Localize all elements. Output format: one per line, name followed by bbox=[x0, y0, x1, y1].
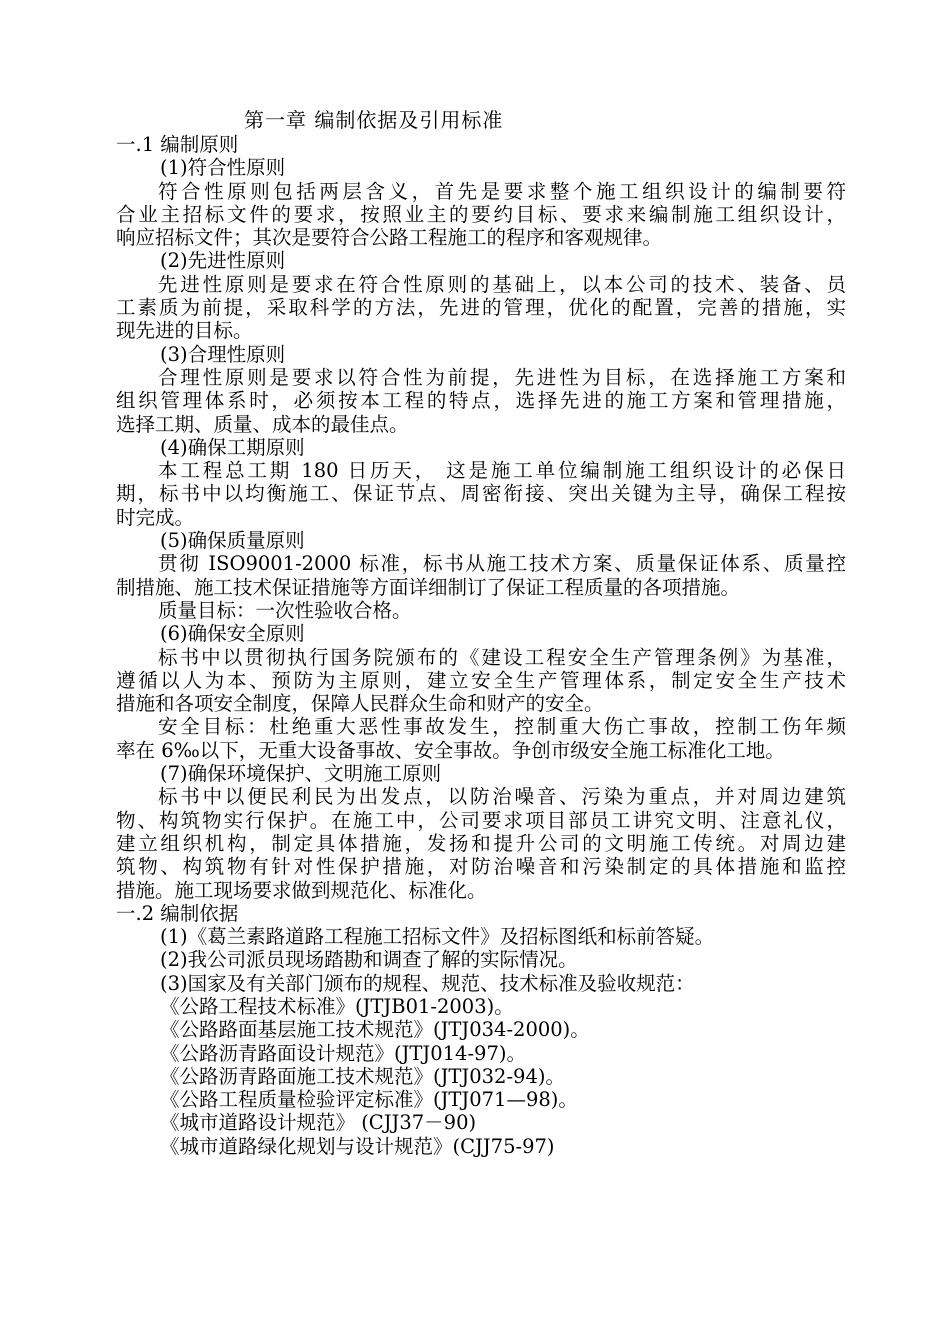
subsection-heading: (1)《葛兰素路道路工程施工招标文件》及招标图纸和标前答疑。 bbox=[160, 925, 715, 949]
paragraph-line: 贯彻 ISO9001-2000 标准，标书从施工技术方案、质量保证体系、质量控 bbox=[158, 552, 846, 576]
paragraph-line: 标书中以便民利民为出发点，以防治噪音、污染为重点，并对周边建筑 bbox=[158, 785, 846, 809]
paragraph-line: 时完成。 bbox=[116, 505, 195, 529]
reference-item: 《公路工程质量检验评定标准》(JTJ071—98)。 bbox=[160, 1088, 578, 1112]
subsection-heading: (6)确保安全原则 bbox=[160, 622, 305, 646]
paragraph-line: 率在 6‰以下，无重大设备事故、安全事故。争创市级安全施工标准化工地。 bbox=[116, 738, 785, 762]
paragraph-line: 措施和各项安全制度，保障人民群众生命和财产的安全。 bbox=[116, 692, 604, 716]
paragraph-line: 组织管理体系时，必须按本工程的特点，选择先进的施工方案和管理措施， bbox=[116, 389, 846, 413]
paragraph-line: 制措施、施工技术保证措施等方面详细制订了保证工程质量的各项措施。 bbox=[116, 575, 741, 599]
paragraph-line: 本工程总工期 180 日历天， 这是施工单位编制施工组织设计的必保日 bbox=[158, 459, 846, 483]
subsection-heading: (7)确保环境保护、文明施工原则 bbox=[160, 762, 442, 786]
paragraph-line: 符合性原则包括两层含义，首先是要求整个施工组织设计的编制要符 bbox=[158, 179, 846, 203]
subsection-heading: (2)先进性原则 bbox=[160, 249, 286, 273]
paragraph-line: 质量目标：一次性验收合格。 bbox=[158, 598, 412, 622]
paragraph-line: 合业主招标文件的要求，按照业主的要约目标、要求来编制施工组织设计， bbox=[116, 202, 846, 226]
paragraph-line: 遵循以人为本、预防为主原则，建立安全生产管理体系，制定安全生产技术 bbox=[116, 668, 846, 692]
section-heading: 一.2 编制依据 bbox=[116, 901, 239, 925]
reference-item: 《公路沥青路面设计规范》(JTJ014-97)。 bbox=[160, 1041, 526, 1065]
subsection-heading: (4)确保工期原则 bbox=[160, 435, 305, 459]
paragraph-line: 响应招标文件；其次是要符合公路工程施工的程序和客观规律。 bbox=[116, 226, 663, 250]
chapter-title: 第一章 编制依据及引用标准 bbox=[244, 108, 504, 132]
paragraph-line: 物、构筑物实行保护。在施工中，公司要求项目部员工讲究文明、注意礼仪， bbox=[116, 808, 846, 832]
subsection-heading: (5)确保质量原则 bbox=[160, 529, 305, 553]
reference-item: 《公路沥青路面施工技术规范》(JTJ032-94)。 bbox=[160, 1064, 565, 1088]
reference-item: 《公路工程技术标准》(JTJB01-2003)。 bbox=[160, 994, 514, 1018]
paragraph-line: 现先进的目标。 bbox=[116, 319, 253, 343]
reference-item: 《城市道路绿化规划与设计规范》(CJJ75-97) bbox=[160, 1134, 555, 1158]
paragraph-line: 安全目标：杜绝重大恶性事故发生，控制重大伤亡事故，控制工伤年频 bbox=[158, 715, 846, 739]
section-heading: 一.1 编制原则 bbox=[116, 133, 239, 156]
document-body bbox=[116, 133, 846, 1158]
subsection-heading: (1)符合性原则 bbox=[160, 156, 286, 180]
paragraph-line: 期，标书中以均衡施工、保证节点、周密衔接、突出关键为主导，确保工程按 bbox=[116, 482, 846, 506]
paragraph-line: 标书中以贯彻执行国务院颁布的《建设工程安全生产管理条例》为基准， bbox=[158, 645, 846, 669]
paragraph-line: 工素质为前提，采取科学的方法，先进的管理，优化的配置，完善的措施，实 bbox=[116, 296, 846, 320]
paragraph-line: 措施。施工现场要求做到规范化、标准化。 bbox=[116, 878, 487, 902]
paragraph-line: 筑物、构筑物有针对性保护措施，对防治噪音和污染制定的具体措施和监控 bbox=[116, 855, 846, 879]
subsection-heading: (2)我公司派员现场踏勘和调查了解的实际情况。 bbox=[160, 948, 578, 972]
subsection-heading: (3)合理性原则 bbox=[160, 342, 286, 366]
paragraph-line: 先进性原则是要求在符合性原则的基础上，以本公司的技术、装备、员 bbox=[158, 272, 846, 296]
paragraph-line: 合理性原则是要求以符合性为前提，先进性为目标，在选择施工方案和 bbox=[158, 365, 846, 389]
paragraph-line: 建立组织机构，制定具体措施，发扬和提升公司的文明施工传统。对周边建 bbox=[116, 831, 846, 855]
reference-item: 《城市道路设计规范》 (CJJ37－90) bbox=[160, 1111, 477, 1135]
paragraph-line: 选择工期、质量、成本的最佳点。 bbox=[116, 412, 409, 436]
subsection-heading: (3)国家及有关部门颁布的规程、规范、技术标准及验收规范： bbox=[160, 971, 695, 995]
reference-item: 《公路路面基层施工技术规范》(JTJ034-2000)。 bbox=[160, 1018, 590, 1042]
